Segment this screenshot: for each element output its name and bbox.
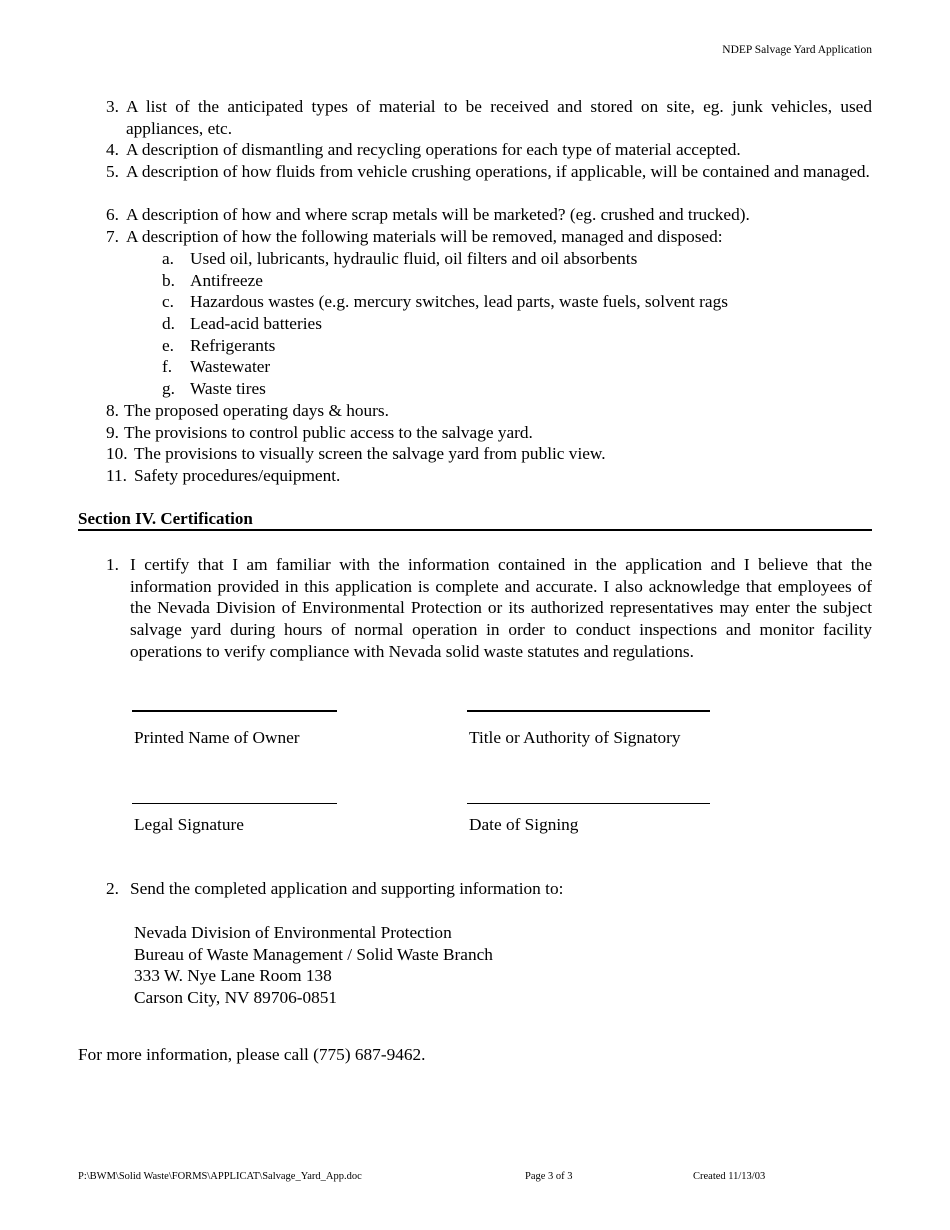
footer-created-date: Created 11/13/03 bbox=[693, 1171, 766, 1182]
list-number: 5. bbox=[106, 162, 119, 181]
sub-list-item: Refrigerants bbox=[190, 336, 276, 355]
section-underline bbox=[78, 529, 872, 531]
address-line: Carson City, NV 89706-0851 bbox=[134, 988, 338, 1007]
list-number: 8. bbox=[106, 401, 119, 420]
sub-list-item: Wastewater bbox=[190, 357, 271, 376]
page-header: NDEP Salvage Yard Application bbox=[722, 44, 872, 56]
list-item-text: A description of how fluids from vehicle crushing operations, if applicable, will be contained and managed. bbox=[126, 162, 870, 181]
list-number: 7. bbox=[106, 227, 119, 246]
list-item-text: The provisions to visually screen the salvage yard from public view. bbox=[134, 444, 606, 463]
list-number: 11. bbox=[106, 466, 127, 485]
sub-list-letter: g. bbox=[162, 379, 175, 398]
sub-list-item: Antifreeze bbox=[190, 271, 263, 290]
sub-list-letter: f. bbox=[162, 357, 173, 376]
address-line: 333 W. Nye Lane Room 138 bbox=[134, 966, 332, 985]
sub-list-item: Lead-acid batteries bbox=[190, 314, 322, 333]
legal-signature-line[interactable] bbox=[132, 803, 337, 804]
list-item-text: A description of how and where scrap metals will be marketed? (eg. crushed and trucked). bbox=[126, 205, 750, 224]
list-number: 4. bbox=[106, 140, 119, 159]
sub-list-letter: c. bbox=[162, 292, 174, 311]
list-number: 1. bbox=[106, 555, 119, 574]
title-authority-label: Title or Authority of Signatory bbox=[469, 728, 681, 747]
list-number: 2. bbox=[106, 879, 119, 898]
list-number: 10. bbox=[106, 444, 128, 463]
printed-name-label: Printed Name of Owner bbox=[134, 728, 300, 747]
sub-list-letter: b. bbox=[162, 271, 175, 290]
list-number: 6. bbox=[106, 205, 119, 224]
list-number: 9. bbox=[106, 423, 119, 442]
sub-list-letter: e. bbox=[162, 336, 174, 355]
sub-list-item: Used oil, lubricants, hydraulic fluid, oil filters and oil absorbents bbox=[190, 249, 638, 268]
sub-list-letter: d. bbox=[162, 314, 175, 333]
sub-list-letter: a. bbox=[162, 249, 174, 268]
footer-file-path: P:\BWM\Solid Waste\FORMS\APPLICAT\Salvage_Yard_App.doc bbox=[78, 1171, 362, 1182]
date-signing-line[interactable] bbox=[467, 803, 710, 804]
list-number: 3. bbox=[106, 97, 119, 116]
title-authority-line[interactable] bbox=[467, 710, 710, 712]
legal-signature-label: Legal Signature bbox=[134, 815, 244, 834]
sub-list-item: Hazardous wastes (e.g. mercury switches, lead parts, waste fuels, solvent rags bbox=[190, 292, 728, 311]
printed-name-line[interactable] bbox=[132, 710, 337, 712]
sub-list-item: Waste tires bbox=[190, 379, 266, 398]
list-item-text: The provisions to control public access to the salvage yard. bbox=[124, 423, 533, 442]
list-item-text: A description of dismantling and recycling operations for each type of material accepted. bbox=[126, 140, 741, 159]
section-title: Section IV. Certification bbox=[78, 509, 253, 528]
list-item-text: The proposed operating days & hours. bbox=[124, 401, 389, 420]
footer-page-number: Page 3 of 3 bbox=[525, 1171, 573, 1182]
list-item-text: A description of how the following materials will be removed, managed and disposed: bbox=[126, 227, 723, 246]
certification-text: I certify that I am familiar with the information contained in the application and I believe that the information provided in this application is complete and accurate. I also acknowledge that employees of the Nevada Division of Environmental Protection or its authorized representatives may enter the subject salvage yard during hours of normal operation in order to conduct inspections and monitor facility operations to verify compliance with Nevada solid waste statutes and regulations. bbox=[130, 555, 872, 661]
address-line: Bureau of Waste Management / Solid Waste Branch bbox=[134, 945, 493, 964]
list-item-text: A list of the anticipated types of material to be received and stored on site, eg. junk vehicles, used appliances, etc. bbox=[126, 97, 872, 138]
contact-info: For more information, please call (775) 687-9462. bbox=[78, 1045, 426, 1064]
send-instructions: Send the completed application and supporting information to: bbox=[130, 879, 564, 898]
date-signing-label: Date of Signing bbox=[469, 815, 579, 834]
address-line: Nevada Division of Environmental Protection bbox=[134, 923, 452, 942]
list-item-text: Safety procedures/equipment. bbox=[134, 466, 341, 485]
